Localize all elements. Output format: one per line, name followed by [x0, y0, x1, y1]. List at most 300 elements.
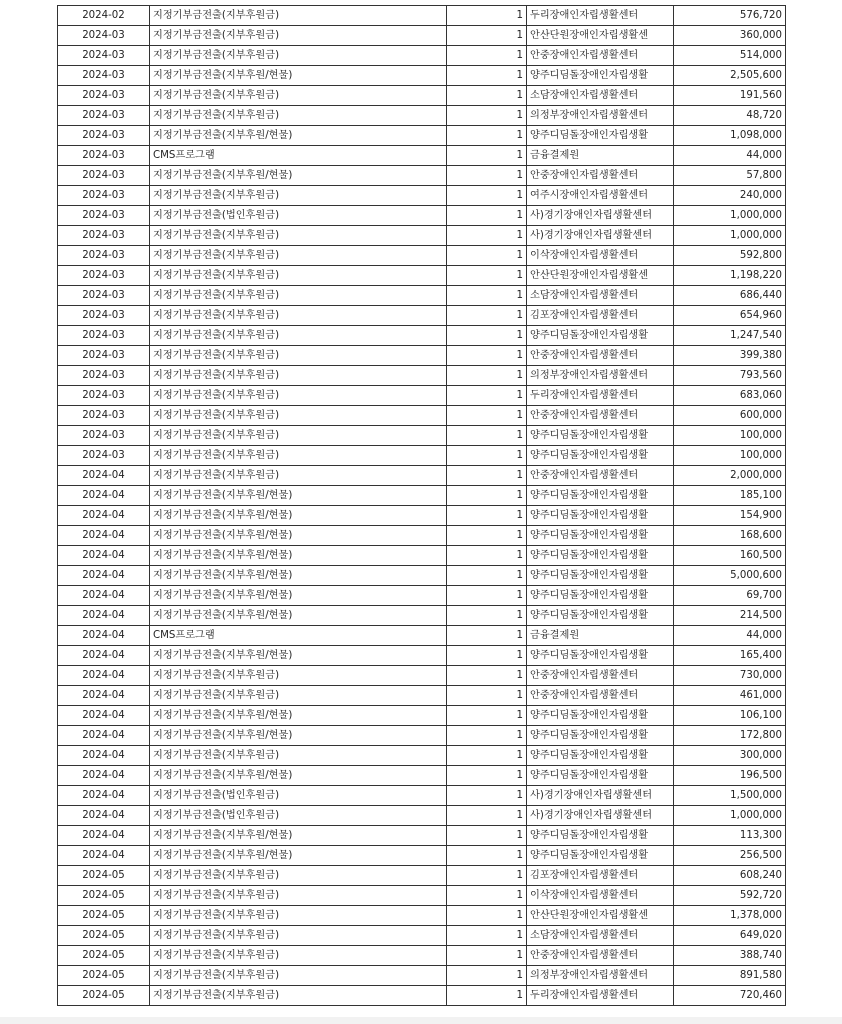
- organization-cell: 양주디딤돌장애인자립생활: [527, 586, 674, 606]
- amount-cell: 1,247,540: [674, 326, 786, 346]
- table-row: [58, 786, 786, 806]
- table-row: [58, 486, 786, 506]
- table-row: [58, 266, 786, 286]
- organization-cell: 양주디딤돌장애인자립생활: [527, 426, 674, 446]
- date-cell: 2024-04: [58, 746, 150, 766]
- description-cell: 지정기부금전출(지부후원금): [150, 246, 447, 266]
- date-cell: 2024-04: [58, 566, 150, 586]
- table-row: [58, 686, 786, 706]
- organization-cell: 양주디딤돌장애인자립생활: [527, 526, 674, 546]
- date-cell: 2024-03: [58, 86, 150, 106]
- date-cell: 2024-04: [58, 526, 150, 546]
- quantity-cell: 1: [447, 226, 527, 246]
- amount-cell: 2,000,000: [674, 466, 786, 486]
- date-cell: 2024-03: [58, 266, 150, 286]
- quantity-cell: 1: [447, 626, 527, 646]
- organization-cell: 안산단원장애인자립생활센: [527, 26, 674, 46]
- quantity-cell: 1: [447, 166, 527, 186]
- date-cell: 2024-05: [58, 926, 150, 946]
- organization-cell: 양주디딤돌장애인자립생활: [527, 66, 674, 86]
- table-row: [58, 626, 786, 646]
- organization-cell: 양주디딤돌장애인자립생활: [527, 546, 674, 566]
- quantity-cell: 1: [447, 866, 527, 886]
- description-cell: 지정기부금전출(지부후원금): [150, 306, 447, 326]
- amount-cell: 1,378,000: [674, 906, 786, 926]
- quantity-cell: 1: [447, 686, 527, 706]
- quantity-cell: 1: [447, 266, 527, 286]
- description-cell: 지정기부금전출(지부후원금): [150, 926, 447, 946]
- table-row: [58, 926, 786, 946]
- donation-ledger-table: [57, 5, 786, 1006]
- date-cell: 2024-03: [58, 46, 150, 66]
- organization-cell: 의정부장애인자립생활센터: [527, 106, 674, 126]
- date-cell: 2024-03: [58, 426, 150, 446]
- organization-cell: 양주디딤돌장애인자립생활: [527, 506, 674, 526]
- date-cell: 2024-02: [58, 6, 150, 26]
- description-cell: 지정기부금전출(지부후원금): [150, 186, 447, 206]
- organization-cell: 양주디딤돌장애인자립생활: [527, 126, 674, 146]
- quantity-cell: 1: [447, 646, 527, 666]
- ledger-body: [58, 6, 786, 1006]
- organization-cell: 사)경기장애인자립생활센터: [527, 206, 674, 226]
- organization-cell: 양주디딤돌장애인자립생활: [527, 486, 674, 506]
- date-cell: 2024-04: [58, 506, 150, 526]
- table-row: [58, 766, 786, 786]
- quantity-cell: 1: [447, 766, 527, 786]
- description-cell: 지정기부금전출(지부후원금): [150, 266, 447, 286]
- date-cell: 2024-04: [58, 786, 150, 806]
- organization-cell: 안중장애인자립생활센터: [527, 46, 674, 66]
- amount-cell: 600,000: [674, 406, 786, 426]
- table-row: [58, 726, 786, 746]
- amount-cell: 100,000: [674, 426, 786, 446]
- description-cell: 지정기부금전출(지부후원/현물): [150, 706, 447, 726]
- organization-cell: 양주디딤돌장애인자립생활: [527, 706, 674, 726]
- quantity-cell: 1: [447, 726, 527, 746]
- description-cell: 지정기부금전출(지부후원금): [150, 406, 447, 426]
- amount-cell: 44,000: [674, 626, 786, 646]
- date-cell: 2024-03: [58, 106, 150, 126]
- amount-cell: 592,720: [674, 886, 786, 906]
- quantity-cell: 1: [447, 386, 527, 406]
- amount-cell: 360,000: [674, 26, 786, 46]
- organization-cell: 양주디딤돌장애인자립생활: [527, 766, 674, 786]
- date-cell: 2024-04: [58, 486, 150, 506]
- quantity-cell: 1: [447, 326, 527, 346]
- amount-cell: 300,000: [674, 746, 786, 766]
- description-cell: 지정기부금전출(법인후원금): [150, 786, 447, 806]
- description-cell: 지정기부금전출(지부후원금): [150, 966, 447, 986]
- date-cell: 2024-03: [58, 446, 150, 466]
- quantity-cell: 1: [447, 506, 527, 526]
- amount-cell: 388,740: [674, 946, 786, 966]
- date-cell: 2024-03: [58, 306, 150, 326]
- organization-cell: 두리장애인자립생활센터: [527, 6, 674, 26]
- table-row: [58, 186, 786, 206]
- amount-cell: 5,000,600: [674, 566, 786, 586]
- date-cell: 2024-04: [58, 726, 150, 746]
- organization-cell: 여주시장애인자립생활센터: [527, 186, 674, 206]
- table-row: [58, 586, 786, 606]
- organization-cell: 사)경기장애인자립생활센터: [527, 786, 674, 806]
- date-cell: 2024-04: [58, 766, 150, 786]
- description-cell: 지정기부금전출(지부후원/현물): [150, 526, 447, 546]
- quantity-cell: 1: [447, 926, 527, 946]
- description-cell: 지정기부금전출(지부후원금): [150, 386, 447, 406]
- organization-cell: 두리장애인자립생활센터: [527, 986, 674, 1006]
- quantity-cell: 1: [447, 466, 527, 486]
- table-row: [58, 6, 786, 26]
- table-row: [58, 166, 786, 186]
- description-cell: 지정기부금전출(지부후원금): [150, 746, 447, 766]
- organization-cell: 소담장애인자립생활센터: [527, 926, 674, 946]
- description-cell: 지정기부금전출(지부후원/현물): [150, 166, 447, 186]
- amount-cell: 891,580: [674, 966, 786, 986]
- organization-cell: 안중장애인자립생활센터: [527, 406, 674, 426]
- table-row: [58, 506, 786, 526]
- description-cell: 지정기부금전출(지부후원금): [150, 286, 447, 306]
- quantity-cell: 1: [447, 46, 527, 66]
- description-cell: 지정기부금전출(지부후원금): [150, 6, 447, 26]
- quantity-cell: 1: [447, 826, 527, 846]
- organization-cell: 의정부장애인자립생활센터: [527, 966, 674, 986]
- description-cell: 지정기부금전출(지부후원금): [150, 946, 447, 966]
- date-cell: 2024-03: [58, 406, 150, 426]
- quantity-cell: 1: [447, 526, 527, 546]
- amount-cell: 514,000: [674, 46, 786, 66]
- description-cell: 지정기부금전출(법인후원금): [150, 806, 447, 826]
- table-row: [58, 66, 786, 86]
- amount-cell: 113,300: [674, 826, 786, 846]
- date-cell: 2024-04: [58, 806, 150, 826]
- organization-cell: 김포장애인자립생활센터: [527, 866, 674, 886]
- amount-cell: 57,800: [674, 166, 786, 186]
- table-row: [58, 286, 786, 306]
- table-row: [58, 566, 786, 586]
- date-cell: 2024-03: [58, 186, 150, 206]
- table-row: [58, 526, 786, 546]
- organization-cell: 양주디딤돌장애인자립생활: [527, 446, 674, 466]
- table-row: [58, 826, 786, 846]
- table-row: [58, 646, 786, 666]
- table-row: [58, 806, 786, 826]
- description-cell: 지정기부금전출(지부후원/현물): [150, 486, 447, 506]
- date-cell: 2024-04: [58, 646, 150, 666]
- quantity-cell: 1: [447, 6, 527, 26]
- organization-cell: 금융결제원: [527, 146, 674, 166]
- table-row: [58, 246, 786, 266]
- amount-cell: 160,500: [674, 546, 786, 566]
- quantity-cell: 1: [447, 986, 527, 1006]
- amount-cell: 654,960: [674, 306, 786, 326]
- date-cell: 2024-03: [58, 286, 150, 306]
- amount-cell: 240,000: [674, 186, 786, 206]
- amount-cell: 106,100: [674, 706, 786, 726]
- organization-cell: 안중장애인자립생활센터: [527, 686, 674, 706]
- amount-cell: 793,560: [674, 366, 786, 386]
- organization-cell: 양주디딤돌장애인자립생활: [527, 326, 674, 346]
- description-cell: 지정기부금전출(지부후원금): [150, 686, 447, 706]
- description-cell: 지정기부금전출(지부후원금): [150, 666, 447, 686]
- organization-cell: 이삭장애인자립생활센터: [527, 886, 674, 906]
- table-row: [58, 426, 786, 446]
- date-cell: 2024-05: [58, 966, 150, 986]
- amount-cell: 1,000,000: [674, 206, 786, 226]
- quantity-cell: 1: [447, 786, 527, 806]
- quantity-cell: 1: [447, 606, 527, 626]
- description-cell: 지정기부금전출(지부후원금): [150, 26, 447, 46]
- amount-cell: 720,460: [674, 986, 786, 1006]
- quantity-cell: 1: [447, 946, 527, 966]
- description-cell: 지정기부금전출(지부후원금): [150, 866, 447, 886]
- page-bottom-edge: [0, 1017, 842, 1024]
- amount-cell: 576,720: [674, 6, 786, 26]
- date-cell: 2024-03: [58, 146, 150, 166]
- amount-cell: 165,400: [674, 646, 786, 666]
- table-row: [58, 966, 786, 986]
- date-cell: 2024-03: [58, 366, 150, 386]
- organization-cell: 두리장애인자립생활센터: [527, 386, 674, 406]
- description-cell: 지정기부금전출(지부후원금): [150, 446, 447, 466]
- table-row: [58, 666, 786, 686]
- quantity-cell: 1: [447, 86, 527, 106]
- organization-cell: 안중장애인자립생활센터: [527, 666, 674, 686]
- table-row: [58, 706, 786, 726]
- table-row: [58, 366, 786, 386]
- description-cell: 지정기부금전출(지부후원금): [150, 986, 447, 1006]
- table-row: [58, 106, 786, 126]
- description-cell: 지정기부금전출(지부후원금): [150, 46, 447, 66]
- organization-cell: 안산단원장애인자립생활센: [527, 266, 674, 286]
- quantity-cell: 1: [447, 126, 527, 146]
- quantity-cell: 1: [447, 586, 527, 606]
- date-cell: 2024-03: [58, 226, 150, 246]
- table-row: [58, 206, 786, 226]
- table-row: [58, 746, 786, 766]
- description-cell: 지정기부금전출(지부후원/현물): [150, 726, 447, 746]
- table-row: [58, 546, 786, 566]
- date-cell: 2024-04: [58, 626, 150, 646]
- description-cell: CMS프로그램: [150, 626, 447, 646]
- organization-cell: 소담장애인자립생활센터: [527, 286, 674, 306]
- amount-cell: 256,500: [674, 846, 786, 866]
- date-cell: 2024-05: [58, 866, 150, 886]
- amount-cell: 1,000,000: [674, 806, 786, 826]
- quantity-cell: 1: [447, 566, 527, 586]
- quantity-cell: 1: [447, 426, 527, 446]
- description-cell: 지정기부금전출(지부후원/현물): [150, 66, 447, 86]
- quantity-cell: 1: [447, 106, 527, 126]
- amount-cell: 608,240: [674, 866, 786, 886]
- table-row: [58, 386, 786, 406]
- amount-cell: 172,800: [674, 726, 786, 746]
- date-cell: 2024-03: [58, 126, 150, 146]
- amount-cell: 461,000: [674, 686, 786, 706]
- amount-cell: 191,560: [674, 86, 786, 106]
- amount-cell: 154,900: [674, 506, 786, 526]
- quantity-cell: 1: [447, 446, 527, 466]
- organization-cell: 소담장애인자립생활센터: [527, 86, 674, 106]
- organization-cell: 양주디딤돌장애인자립생활: [527, 566, 674, 586]
- table-row: [58, 986, 786, 1006]
- quantity-cell: 1: [447, 966, 527, 986]
- quantity-cell: 1: [447, 886, 527, 906]
- date-cell: 2024-03: [58, 206, 150, 226]
- date-cell: 2024-03: [58, 326, 150, 346]
- amount-cell: 185,100: [674, 486, 786, 506]
- amount-cell: 592,800: [674, 246, 786, 266]
- quantity-cell: 1: [447, 246, 527, 266]
- date-cell: 2024-05: [58, 946, 150, 966]
- date-cell: 2024-03: [58, 166, 150, 186]
- organization-cell: 안산단원장애인자립생활센: [527, 906, 674, 926]
- organization-cell: 안중장애인자립생활센터: [527, 946, 674, 966]
- quantity-cell: 1: [447, 346, 527, 366]
- date-cell: 2024-04: [58, 546, 150, 566]
- quantity-cell: 1: [447, 486, 527, 506]
- description-cell: 지정기부금전출(지부후원금): [150, 906, 447, 926]
- table-row: [58, 146, 786, 166]
- description-cell: 지정기부금전출(법인후원금): [150, 206, 447, 226]
- date-cell: 2024-03: [58, 386, 150, 406]
- organization-cell: 안중장애인자립생활센터: [527, 346, 674, 366]
- table-row: [58, 46, 786, 66]
- description-cell: 지정기부금전출(지부후원금): [150, 326, 447, 346]
- description-cell: 지정기부금전출(지부후원금): [150, 466, 447, 486]
- quantity-cell: 1: [447, 806, 527, 826]
- description-cell: 지정기부금전출(지부후원금): [150, 226, 447, 246]
- description-cell: 지정기부금전출(지부후원금): [150, 106, 447, 126]
- table-row: [58, 326, 786, 346]
- description-cell: 지정기부금전출(지부후원/현물): [150, 566, 447, 586]
- description-cell: 지정기부금전출(지부후원/현물): [150, 126, 447, 146]
- date-cell: 2024-03: [58, 66, 150, 86]
- amount-cell: 168,600: [674, 526, 786, 546]
- description-cell: 지정기부금전출(지부후원/현물): [150, 826, 447, 846]
- quantity-cell: 1: [447, 706, 527, 726]
- amount-cell: 2,505,600: [674, 66, 786, 86]
- description-cell: 지정기부금전출(지부후원/현물): [150, 846, 447, 866]
- organization-cell: 사)경기장애인자립생활센터: [527, 806, 674, 826]
- amount-cell: 69,700: [674, 586, 786, 606]
- description-cell: 지정기부금전출(지부후원/현물): [150, 606, 447, 626]
- table-row: [58, 946, 786, 966]
- description-cell: 지정기부금전출(지부후원금): [150, 86, 447, 106]
- quantity-cell: 1: [447, 286, 527, 306]
- table-row: [58, 306, 786, 326]
- date-cell: 2024-04: [58, 826, 150, 846]
- quantity-cell: 1: [447, 146, 527, 166]
- quantity-cell: 1: [447, 306, 527, 326]
- description-cell: 지정기부금전출(지부후원금): [150, 366, 447, 386]
- amount-cell: 1,098,000: [674, 126, 786, 146]
- amount-cell: 1,000,000: [674, 226, 786, 246]
- date-cell: 2024-05: [58, 906, 150, 926]
- table-row: [58, 26, 786, 46]
- organization-cell: 양주디딤돌장애인자립생활: [527, 646, 674, 666]
- amount-cell: 649,020: [674, 926, 786, 946]
- amount-cell: 44,000: [674, 146, 786, 166]
- description-cell: 지정기부금전출(지부후원/현물): [150, 546, 447, 566]
- table-row: [58, 846, 786, 866]
- quantity-cell: 1: [447, 26, 527, 46]
- organization-cell: 의정부장애인자립생활센터: [527, 366, 674, 386]
- quantity-cell: 1: [447, 746, 527, 766]
- date-cell: 2024-05: [58, 886, 150, 906]
- quantity-cell: 1: [447, 906, 527, 926]
- organization-cell: 안중장애인자립생활센터: [527, 166, 674, 186]
- quantity-cell: 1: [447, 666, 527, 686]
- date-cell: 2024-04: [58, 686, 150, 706]
- date-cell: 2024-03: [58, 246, 150, 266]
- table-row: [58, 606, 786, 626]
- table-row: [58, 126, 786, 146]
- amount-cell: 730,000: [674, 666, 786, 686]
- date-cell: 2024-04: [58, 586, 150, 606]
- table-row: [58, 86, 786, 106]
- amount-cell: 48,720: [674, 106, 786, 126]
- amount-cell: 686,440: [674, 286, 786, 306]
- date-cell: 2024-04: [58, 706, 150, 726]
- amount-cell: 399,380: [674, 346, 786, 366]
- quantity-cell: 1: [447, 66, 527, 86]
- date-cell: 2024-05: [58, 986, 150, 1006]
- amount-cell: 214,500: [674, 606, 786, 626]
- amount-cell: 100,000: [674, 446, 786, 466]
- quantity-cell: 1: [447, 186, 527, 206]
- organization-cell: 금융결제원: [527, 626, 674, 646]
- description-cell: 지정기부금전출(지부후원금): [150, 886, 447, 906]
- table-row: [58, 886, 786, 906]
- date-cell: 2024-04: [58, 666, 150, 686]
- description-cell: 지정기부금전출(지부후원금): [150, 346, 447, 366]
- table-row: [58, 866, 786, 886]
- organization-cell: 양주디딤돌장애인자립생활: [527, 846, 674, 866]
- table-row: [58, 226, 786, 246]
- table-row: [58, 466, 786, 486]
- organization-cell: 양주디딤돌장애인자립생활: [527, 746, 674, 766]
- description-cell: 지정기부금전출(지부후원/현물): [150, 586, 447, 606]
- date-cell: 2024-04: [58, 606, 150, 626]
- description-cell: CMS프로그램: [150, 146, 447, 166]
- organization-cell: 이삭장애인자립생활센터: [527, 246, 674, 266]
- organization-cell: 양주디딤돌장애인자립생활: [527, 826, 674, 846]
- table-row: [58, 346, 786, 366]
- quantity-cell: 1: [447, 846, 527, 866]
- amount-cell: 1,500,000: [674, 786, 786, 806]
- date-cell: 2024-04: [58, 846, 150, 866]
- organization-cell: 양주디딤돌장애인자립생활: [527, 726, 674, 746]
- organization-cell: 양주디딤돌장애인자립생활: [527, 606, 674, 626]
- organization-cell: 사)경기장애인자립생활센터: [527, 226, 674, 246]
- quantity-cell: 1: [447, 406, 527, 426]
- description-cell: 지정기부금전출(지부후원/현물): [150, 506, 447, 526]
- amount-cell: 1,198,220: [674, 266, 786, 286]
- description-cell: 지정기부금전출(지부후원/현물): [150, 766, 447, 786]
- organization-cell: 안중장애인자립생활센터: [527, 466, 674, 486]
- date-cell: 2024-03: [58, 26, 150, 46]
- description-cell: 지정기부금전출(지부후원/현물): [150, 646, 447, 666]
- amount-cell: 683,060: [674, 386, 786, 406]
- date-cell: 2024-03: [58, 346, 150, 366]
- description-cell: 지정기부금전출(지부후원금): [150, 426, 447, 446]
- table-row: [58, 446, 786, 466]
- table-row: [58, 406, 786, 426]
- quantity-cell: 1: [447, 206, 527, 226]
- quantity-cell: 1: [447, 366, 527, 386]
- quantity-cell: 1: [447, 546, 527, 566]
- organization-cell: 김포장애인자립생활센터: [527, 306, 674, 326]
